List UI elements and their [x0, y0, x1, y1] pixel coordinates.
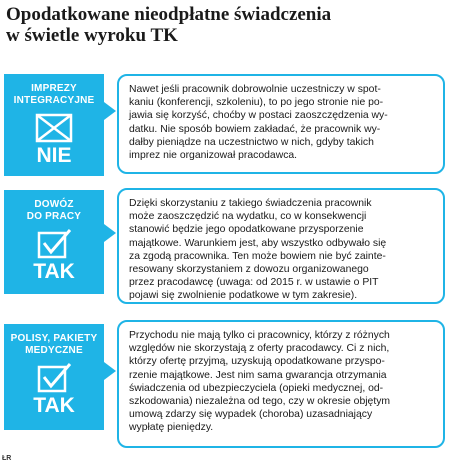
badge-label: POLISY, PAKIETY MEDYCZNE [10, 333, 98, 356]
row-polisy-pakiety-medyczne [4, 320, 450, 452]
source-credit: ŁR [2, 455, 12, 462]
pointer-arrow [104, 362, 116, 380]
badge-label: IMPREZY INTEGRACYJNE [13, 83, 95, 106]
row-imprezy-integracyjne [4, 74, 450, 184]
verdict-label: NIE [36, 144, 72, 167]
row-dowoz-do-pracy [4, 188, 450, 308]
infographic-title: Opodatkowane nieodpłatne świadczenia w świetle wyroku TK [6, 4, 332, 46]
badge-dowoz-do-pracy [4, 190, 104, 294]
verdict-label: TAK [33, 260, 75, 283]
cross-icon [35, 113, 73, 143]
description-box: Przychodu nie mają tylko ci pracownicy, którzy z różnych względów nie skorzystają z oferty pracodawcy. Ci z nich, którzy ofertę przyjmą, uzyskują opodatkowane przyspo- rzenie majątkowe. Jest nim sama gwarancja otrzymania świadczenia od ubezpieczyciela (opieki medycznej, od- szkodowania) niezależna od tego, czy w okresie objętym umową zdarzy się wypadek (choroba) uzasadniający wypłatę pieniędzy. [117, 320, 445, 448]
description-box: Dzięki skorzystaniu z takiego świadczenia pracownik może zaoszczędzić na wydatku, co w konsekwencji stanowić będzie jego opodatkowane przysporzenie majątkowe. Warunkiem jest, aby wszystko odbywało się za zgodą pracownika. Ten może bowiem nie być zainte- resowany skorzystaniem z dowozu organizowanego przez pracodawcę (uwaga: od 2015 r. w ustawie o PIT pojawi się zwolnienie podatkowe w tym zakresie). [117, 188, 445, 304]
verdict-label: TAK [33, 394, 75, 417]
badge-polisy-pakiety-medyczne [4, 324, 104, 430]
pointer-arrow [104, 224, 116, 242]
badge-imprezy-integracyjne [4, 74, 104, 176]
badge-label: DOWÓZ DO PRACY [26, 199, 82, 222]
description-box: Nawet jeśli pracownik dobrowolnie uczestniczy w spot- kaniu (konferencji, szkoleniu), to po jego stronie nie po- jawia się korzyść, choćby w postaci zaoszczędzenia wy- datku. Nie sposób bowiem zakładać, że pracownik wy- dałby pieniądze na uczestnictwo w nich, gdyby takich imprez nie organizował pracodawca. [117, 74, 445, 174]
checkmark-icon [35, 363, 73, 393]
checkmark-icon [35, 229, 73, 259]
pointer-arrow [104, 102, 116, 120]
